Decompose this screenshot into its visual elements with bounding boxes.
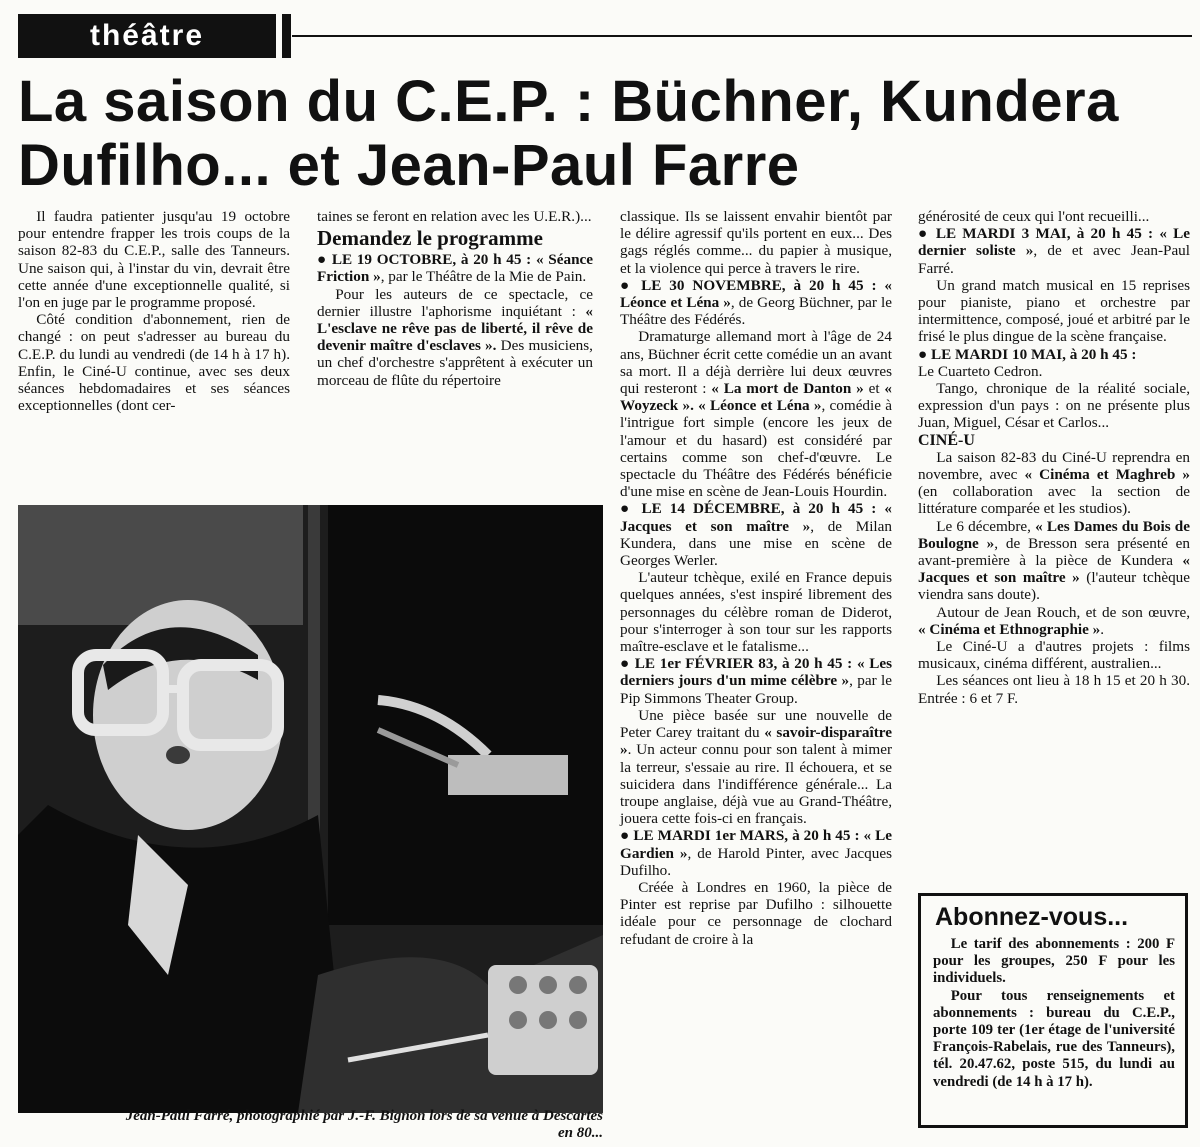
caption-line-1: Jean-Paul Farré, photographié par J.-F. Bignon lors de sa venue à Descartes <box>125 1108 603 1124</box>
event-jacques-et-son-maitre <box>620 500 892 569</box>
event-date: ● LE 30 NOVEMBRE, à 20 h 45 : <box>620 276 877 294</box>
paragraph-tango: Tango, chronique de la réalité sociale, expression d'un pays : on ne présente plus Juan, Miguel, César et Carlos... <box>918 380 1190 432</box>
event-title: « Le dernier soliste » <box>918 225 1190 260</box>
photo-caption <box>18 1108 603 1142</box>
text-run: (l'auteur tchèque viendra sans doute). <box>918 569 1191 604</box>
column-4 <box>918 208 1190 707</box>
box-title: Abonnez-vous... <box>935 903 1129 931</box>
paragraph-buchner <box>620 328 892 500</box>
paragraph-kundera: L'auteur tchèque, exilé en France depuis quelques années, s'est inspiré librement des personnages du célèbre roman de Diderot, pour s'interroger à son tour sur les rapports maître-esclave et le fatalisme... <box>620 569 892 656</box>
text-run: , comédie à l'intrigue fort simple (encore les jeux de l'amour et du hasard) est considéré par certains comme son chef-d'œuvre. Le spectacle du Théâtre des Fédérés bénéficie d'une mise en scène de Jean-Louis Hourdin. <box>620 397 892 501</box>
col4-continuation: générosité de ceux qui l'ont recueilli... <box>918 208 1150 225</box>
event-title: « Léonce et Léna » <box>620 276 892 312</box>
event-dernier-soliste <box>918 225 1190 277</box>
section-kicker: théâtre <box>18 14 276 58</box>
event-seance-friction <box>317 251 593 285</box>
paragraph-aphorism <box>317 286 593 389</box>
event-title: « Jacques et son maître » <box>620 500 893 535</box>
work-title: « La mort de Danton » <box>711 380 864 398</box>
photo-jean-paul-farre <box>18 505 603 1113</box>
caption-line-2: en 80... <box>558 1125 603 1141</box>
film-cycle-title: « Cinéma et Ethnographie » <box>918 620 1101 638</box>
event-le-gardien <box>620 827 892 879</box>
event-title: « Les derniers jours d'un mime célèbre » <box>620 655 893 690</box>
event-title: « Séance Friction » <box>317 251 593 286</box>
header-rule <box>292 35 1192 37</box>
text-run: et <box>863 380 885 398</box>
text-run: , de Bresson sera présenté en avant-première à la pièce de Kundera <box>918 534 1191 570</box>
quoted-term: « savoir-disparaître » <box>620 724 892 759</box>
paragraph-rouch <box>918 604 1190 638</box>
column-2 <box>317 208 593 389</box>
kicker-bar <box>282 14 291 58</box>
paragraph-schedule: Les séances ont lieu à 18 h 15 et 20 h 30. Entrée : 6 et 7 F. <box>918 672 1190 707</box>
subscription-box <box>918 893 1188 1128</box>
subhead-programme: Demandez le programme <box>317 226 543 251</box>
text-run: Le 6 décembre, <box>936 517 1036 535</box>
text-run: (en collaboration avec la section de littérature comparée et les studios). <box>918 483 1190 518</box>
event-date: ● LE 14 DÉCEMBRE, à 20 h 45 : <box>620 500 877 518</box>
text-run: Des musiciens, un chef d'orchestre s'apprêtent à exécuter un morceau de flûte du répertoire <box>317 337 593 389</box>
event-leonce-et-lena <box>620 277 892 329</box>
intro-paragraph: Il faudra patienter jusqu'au 19 octobre pour entendre frapper les trois coups de la saison 82-83 du C.E.P., salle des Tanneurs. Une saison qui, à l'instar du vin, devrait être cette année d'une exceptionnelle qualité, si l'on en juge par le programme proposé. <box>18 208 290 312</box>
paragraph-projects: Le Ciné-U a d'autres projets : films musicaux, cinéma différent, australien... <box>918 638 1190 673</box>
event-details: Le Cuarteto Cedron. <box>918 362 1043 380</box>
subscription-paragraph: Côté condition d'abonnement, rien de changé : on peut s'adresser au bureau du C.E.P. du lundi au vendredi (de 14 h à 17 h). Enfin, le Ciné-U continue, avec ses deux séances hebdomadaires et ses séances exceptionnelles (dont cer- <box>18 311 290 415</box>
box-tariff: Le tarif des abonnements : 200 F pour les groupes, 250 F pour les individuels. <box>933 936 1175 987</box>
event-date: ● LE MARDI 3 MAI, à 20 h 45 : <box>918 225 1154 243</box>
film-title: « Les Dames du Bois de Boulogne » <box>918 517 1190 552</box>
col2-continuation: taines se feront en relation avec les U.E.R.)... <box>317 208 592 225</box>
film-cycle-title: « Cinéma et Maghreb » <box>1024 466 1190 484</box>
paragraph-pinter: Créée à Londres en 1960, la pièce de Pinter est reprise par Dufilho : silhouette idéale pour ce personnage de clochard refudant de croire à la <box>620 878 892 948</box>
text-run: . Un acteur connu pour son talent à mimer la terreur, s'essaie au rire. Il échouera, et se suicidera dans l'indifférence générale... La troupe anglaise, déjà vue au Grand-Théâtre, jouera cette fois-ci en français. <box>620 741 892 828</box>
subhead-cine-u: CINÉ-U <box>918 431 975 449</box>
event-details: , de Milan Kundera, dans une mise en scène de Georges Werler. <box>620 517 892 570</box>
event-details: , de Georg Büchner, par le Théâtre des Fédérés. <box>620 294 892 329</box>
event-title: « Le Gardien » <box>620 827 893 862</box>
paragraph-match-musical: Un grand match musical en 15 reprises pour pianiste, piano et orchestre par intermittence, composé, joué et arbitré par le frisé le plus dingue de la scène française. <box>918 276 1190 346</box>
event-date: ● LE 1er FÉVRIER 83, à 20 h 45 : <box>620 655 853 673</box>
text-run: La saison 82-83 du Ciné-U reprendra en novembre, avec <box>918 448 1190 484</box>
event-details: , par le Pip Simmons Theater Group. <box>620 672 893 707</box>
event-date: ● LE MARDI 10 MAI, à 20 h 45 : <box>918 345 1137 363</box>
text-run: Une pièce basée sur une nouvelle de Peter Carey traitant du <box>620 706 892 742</box>
photo-illustration <box>18 505 603 1113</box>
text-run: Autour de Jean Rouch, et de son œuvre, <box>936 603 1190 621</box>
event-details: , de et avec Jean-Paul Farré. <box>918 242 1190 277</box>
event-date: ● LE 19 OCTOBRE, à 20 h 45 : <box>317 251 532 269</box>
box-info: Pour tous renseignements et abonnements : bureau du C.E.P., porte 109 ter (1er étage de l'université François-Rabelais, rue des Tanneurs), tél. 20.47.62, poste 515, du lundi au vendredi (de 14 h à 17 h). <box>933 987 1175 1090</box>
headline: La saison du C.E.P. : Büchner, Kundera Dufilho... et Jean-Paul Farre <box>18 69 1119 198</box>
paragraph-carey <box>620 707 892 827</box>
event-details: , de Harold Pinter, avec Jacques Dufilho. <box>620 844 892 879</box>
aphorism-quote: « L'esclave ne rêve pas de liberté, il rêve de devenir maître d'esclaves ». <box>317 302 593 355</box>
text-run: Dramaturge allemand mort à l'âge de 24 ans, Büchner écrit cette comédie un an avant sa mort. Il a déjà derrière lui deux œuvres qui resteront : <box>620 328 892 398</box>
text-run: Pour les auteurs de ce spectacle, ce dernier illustre l'aphorisme inquiétant : <box>317 285 593 320</box>
paragraph-cine-season <box>918 449 1190 518</box>
event-details: , par le Théâtre de la Mie de Pain. <box>380 268 587 286</box>
event-date: ● LE MARDI 1er MARS, à 20 h 45 : <box>620 827 860 845</box>
paragraph-bresson <box>918 518 1190 604</box>
column-1 <box>18 208 290 414</box>
text-run: . <box>1100 620 1105 638</box>
column-3 <box>620 208 892 948</box>
event-mime-celebre <box>620 655 892 707</box>
work-title: « Woyzeck ». « Léonce et Léna » <box>620 380 893 415</box>
event-cuarteto-cedron <box>918 346 1190 380</box>
play-title: « Jacques et son maître » <box>918 552 1190 587</box>
col3-continuation: classique. Ils se laissent envahir bientôt par le délire agressif qu'ils portent en eux... Des gags réglés comme... du papier à musique, et la violence qui perce à travers le rire. <box>620 208 892 277</box>
